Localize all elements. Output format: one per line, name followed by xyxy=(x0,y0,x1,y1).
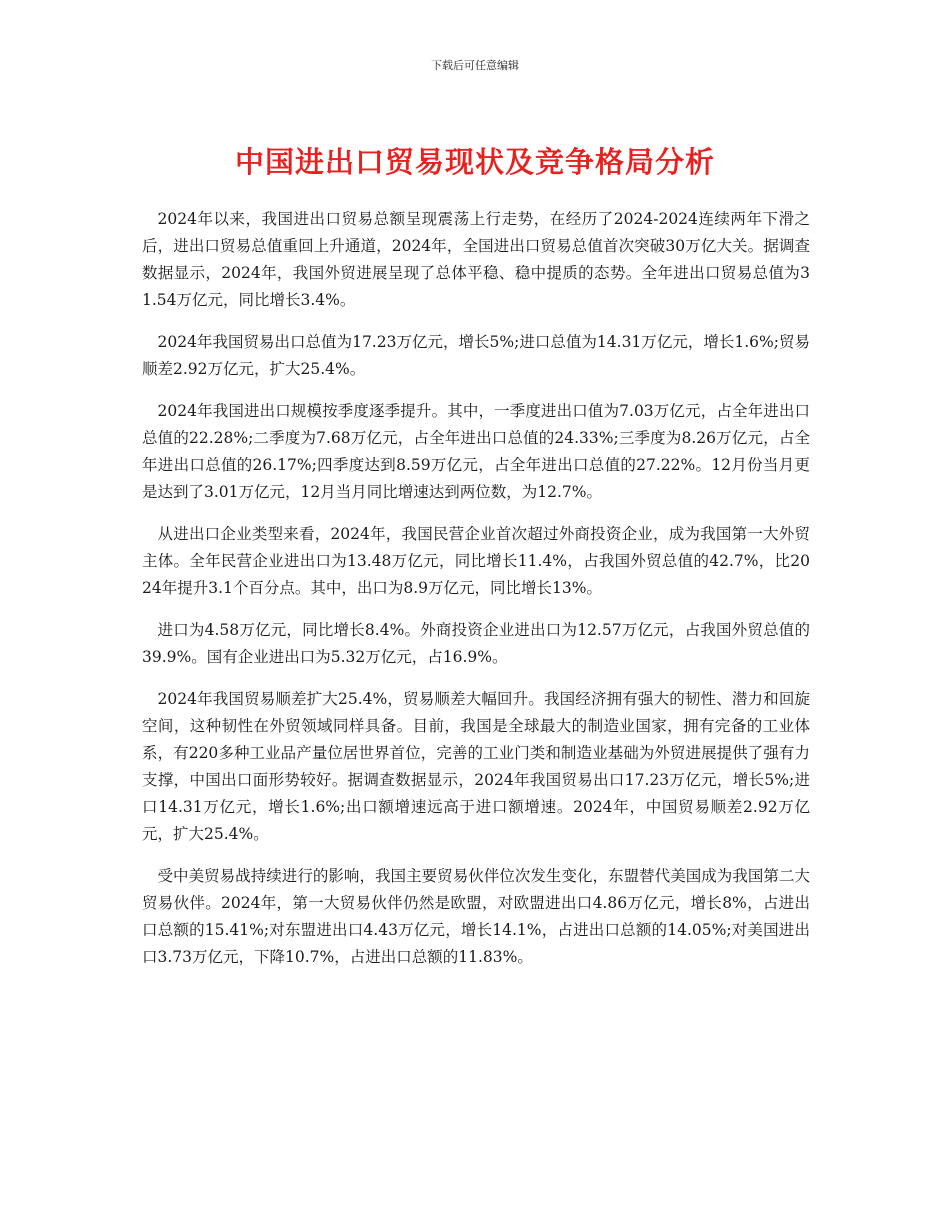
paragraph-4: 从进出口企业类型来看，2024年，我国民营企业首次超过外商投资企业，成为我国第一大外贸主体。全年民营企业进出口为13.48万亿元，同比增长11.4%，占我国外贸总值的42.7%，比2024年提升3.1个百分点。其中，出口为8.9万亿元，同比增长13%。 xyxy=(142,525,810,597)
document-body xyxy=(142,206,810,986)
paragraph-2: 2024年我国贸易出口总值为17.23万亿元，增长5%;进口总值为14.31万亿元，增长1.6%;贸易顺差2.92万亿元，扩大25.4%。 xyxy=(142,333,810,378)
paragraph-6: 2024年我国贸易顺差扩大25.4%，贸易顺差大幅回升。我国经济拥有强大的韧性、潜力和回旋空间，这种韧性在外贸领域同样具备。目前，我国是全球最大的制造业国家，拥有完备的工业体系，有220多种工业品产量位居世界首位，完善的工业门类和制造业基础为外贸进展提供了强有力支撑，中国出口面形势较好。据调查数据显示，2024年我国贸易出口17.23万亿元，增长5%;进口14.31万亿元，增长1.6%;出口额增速远高于进口额增速。2024年，中国贸易顺差2.92万亿元，扩大25.4%。 xyxy=(142,690,810,843)
paragraph-5: 进口为4.58万亿元，同比增长8.4%。外商投资企业进出口为12.57万亿元，占我国外贸总值的39.9%。国有企业进出口为5.32万亿元，占16.9%。 xyxy=(142,621,810,666)
page-header-note: 下载后可任意编辑 xyxy=(431,59,519,72)
paragraph-3: 2024年我国进出口规模按季度逐季提升。其中，一季度进出口值为7.03万亿元，占全年进出口总值的22.28%;二季度为7.68万亿元，占全年进出口总值的24.33%;三季度为8.26万亿元，占全年进出口总值的26.17%;四季度达到8.59万亿元，占全年进出口总值的27.22%。12月份当月更是达到了3.01万亿元，12月当月同比增速达到两位数，为12.7%。 xyxy=(142,402,810,501)
paragraph-7: 受中美贸易战持续进行的影响，我国主要贸易伙伴位次发生变化，东盟替代美国成为我国第二大贸易伙伴。2024年，第一大贸易伙伴仍然是欧盟，对欧盟进出口4.86万亿元，增长8%，占进出口总额的15.41%;对东盟进出口4.43万亿元，增长14.1%，占进出口总额的14.05%;对美国进出口3.73万亿元，下降10.7%，占进出口总额的11.83%。 xyxy=(142,867,810,966)
document-title: 中国进出口贸易现状及竞争格局分析 xyxy=(234,145,715,179)
paragraph-1: 2024年以来，我国进出口贸易总额呈现震荡上行走势，在经历了2024-2024连续两年下滑之后，进出口贸易总值重回上升通道，2024年，全国进出口贸易总值首次突破30万亿大关。据调查数据显示，2024年，我国外贸进展呈现了总体平稳、稳中提质的态势。全年进出口贸易总值为31.54万亿元，同比增长3.4%。 xyxy=(142,210,810,309)
